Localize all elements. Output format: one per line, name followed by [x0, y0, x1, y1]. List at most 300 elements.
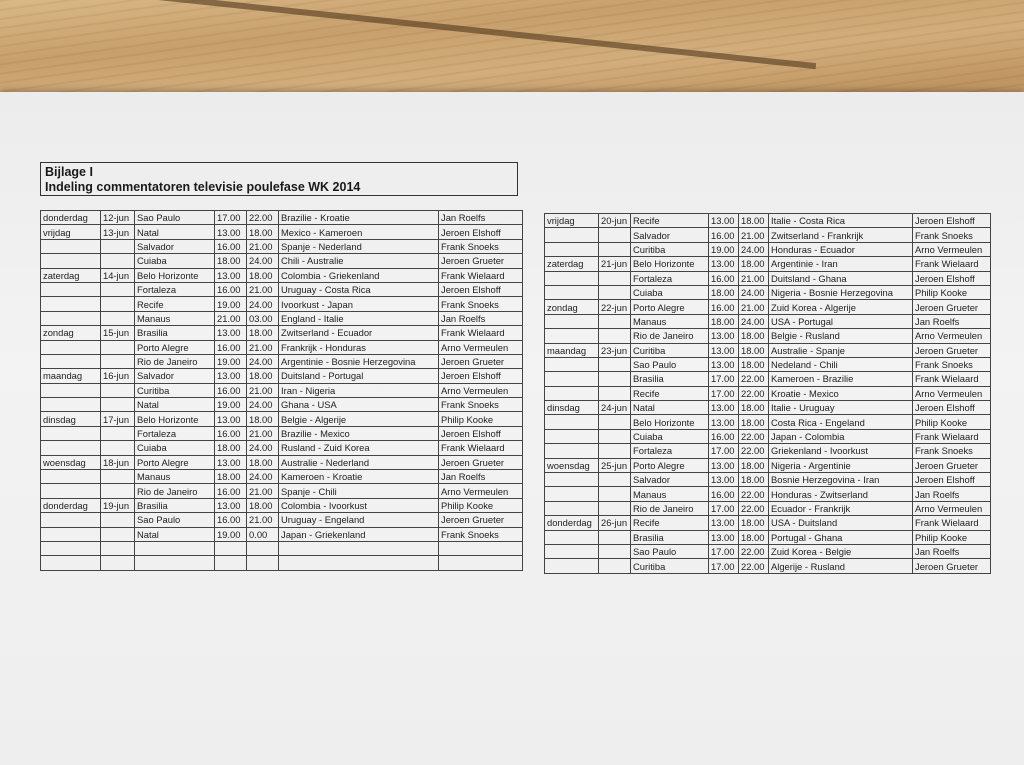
- cell-city: Salvador: [135, 369, 215, 383]
- cell-match: Iran - Nigeria: [279, 383, 439, 397]
- cell-commentator: Arno Vermeulen: [439, 484, 523, 498]
- cell-commentator: Jeroen Elshoff: [439, 225, 523, 239]
- cell-end-time: 22.00: [739, 544, 769, 558]
- table-row: [545, 516, 991, 530]
- cell-commentator: Philip Kooke: [439, 498, 523, 512]
- cell-date: [101, 297, 135, 311]
- cell-day: [41, 484, 101, 498]
- cell-day: zaterdag: [545, 257, 599, 271]
- table-row: [41, 398, 523, 412]
- cell-match: Kameroen - Brazilie: [769, 372, 913, 386]
- cell-day: zondag: [545, 300, 599, 314]
- cell-city: Manaus: [135, 470, 215, 484]
- cell-date: [101, 354, 135, 368]
- cell-city: Fortaleza: [631, 271, 709, 285]
- cell-city: Brasilia: [631, 530, 709, 544]
- cell-date: [599, 228, 631, 242]
- cell-city: Sao Paulo: [135, 211, 215, 225]
- cell-match: Japan - Colombia: [769, 429, 913, 443]
- cell-commentator: Frank Snoeks: [439, 527, 523, 541]
- cell-day: [545, 271, 599, 285]
- cell-city: Brasilia: [135, 326, 215, 340]
- cell-start-time: 13.00: [215, 268, 247, 282]
- cell-match: Zuid Korea - Belgie: [769, 544, 913, 558]
- cell-city: Curitiba: [135, 383, 215, 397]
- cell-date: [599, 386, 631, 400]
- cell-city: Recife: [631, 516, 709, 530]
- cell-date: 14-jun: [101, 268, 135, 282]
- cell-start-time: 13.00: [709, 329, 739, 343]
- cell-start-time: [215, 541, 247, 555]
- paper-sheet: [0, 92, 1024, 765]
- cell-date: [101, 513, 135, 527]
- cell-commentator: Jeroen Grueter: [913, 343, 991, 357]
- cell-end-time: 21.00: [739, 271, 769, 285]
- cell-day: [41, 383, 101, 397]
- cell-start-time: 18.00: [215, 441, 247, 455]
- cell-city: Belo Horizonte: [135, 412, 215, 426]
- cell-end-time: 18.00: [739, 257, 769, 271]
- table-row: [41, 268, 523, 282]
- cell-city: Belo Horizonte: [631, 415, 709, 429]
- cell-match: Portugal - Ghana: [769, 530, 913, 544]
- cell-end-time: 18.00: [739, 516, 769, 530]
- cell-match: Kameroen - Kroatie: [279, 470, 439, 484]
- cell-date: [101, 282, 135, 296]
- cell-day: [41, 311, 101, 325]
- cell-end-time: 21.00: [247, 383, 279, 397]
- cell-day: donderdag: [41, 498, 101, 512]
- cell-start-time: 13.00: [215, 369, 247, 383]
- cell-end-time: 21.00: [247, 282, 279, 296]
- table-row: [545, 214, 991, 228]
- cell-start-time: 13.00: [215, 326, 247, 340]
- cell-end-time: 18.00: [739, 415, 769, 429]
- cell-city: Sao Paulo: [631, 544, 709, 558]
- cell-commentator: Frank Wielaard: [913, 372, 991, 386]
- cell-city: Curitiba: [631, 242, 709, 256]
- cell-day: vrijdag: [545, 214, 599, 228]
- cell-city: Salvador: [135, 239, 215, 253]
- cell-commentator: Philip Kooke: [913, 530, 991, 544]
- cell-day: dinsdag: [545, 401, 599, 415]
- cell-end-time: 21.00: [247, 340, 279, 354]
- cell-commentator: Arno Vermeulen: [439, 383, 523, 397]
- cell-day: [545, 544, 599, 558]
- cell-end-time: 18.00: [247, 412, 279, 426]
- cell-city: Rio de Janeiro: [631, 329, 709, 343]
- table-row: [545, 271, 991, 285]
- cell-date: [101, 556, 135, 570]
- cell-day: donderdag: [545, 516, 599, 530]
- cell-date: [599, 501, 631, 515]
- cell-day: [41, 354, 101, 368]
- cell-match: Rusland - Zuid Korea: [279, 441, 439, 455]
- cell-end-time: 21.00: [247, 426, 279, 440]
- cell-match: Griekenland - Ivoorkust: [769, 444, 913, 458]
- cell-start-time: 13.00: [709, 516, 739, 530]
- cell-match: Duitsland - Ghana: [769, 271, 913, 285]
- cell-start-time: 13.00: [709, 214, 739, 228]
- cell-end-time: 24.00: [247, 297, 279, 311]
- cell-city: Cuiaba: [135, 441, 215, 455]
- cell-commentator: Jeroen Grueter: [439, 354, 523, 368]
- cell-match: Argentinie - Bosnie Herzegovina: [279, 354, 439, 368]
- cell-commentator: Jeroen Elshoff: [439, 282, 523, 296]
- cell-date: [101, 340, 135, 354]
- cell-start-time: 19.00: [215, 354, 247, 368]
- cell-city: Curitiba: [631, 559, 709, 573]
- cell-start-time: 16.00: [215, 484, 247, 498]
- cell-commentator: [439, 556, 523, 570]
- cell-day: [41, 282, 101, 296]
- cell-city: Natal: [135, 225, 215, 239]
- cell-end-time: 18.00: [739, 329, 769, 343]
- cell-match: Ecuador - Frankrijk: [769, 501, 913, 515]
- cell-match: Australie - Spanje: [769, 343, 913, 357]
- table-row: [41, 484, 523, 498]
- cell-day: [545, 487, 599, 501]
- cell-start-time: 18.00: [215, 470, 247, 484]
- cell-match: Chili - Australie: [279, 254, 439, 268]
- cell-end-time: 18.00: [739, 357, 769, 371]
- cell-start-time: 16.00: [215, 239, 247, 253]
- cell-match: Bosnie Herzegovina - Iran: [769, 473, 913, 487]
- cell-commentator: Jeroen Grueter: [439, 254, 523, 268]
- cell-start-time: 17.00: [709, 544, 739, 558]
- cell-day: [41, 556, 101, 570]
- table-row: [41, 383, 523, 397]
- cell-commentator: Arno Vermeulen: [913, 501, 991, 515]
- cell-start-time: 19.00: [709, 242, 739, 256]
- cell-commentator: Arno Vermeulen: [439, 340, 523, 354]
- cell-commentator: Jeroen Grueter: [913, 300, 991, 314]
- cell-date: [101, 484, 135, 498]
- cell-date: [599, 329, 631, 343]
- cell-city: Porto Alegre: [631, 300, 709, 314]
- table-row: [41, 282, 523, 296]
- cell-match: Colombia - Griekenland: [279, 268, 439, 282]
- table-row: [545, 386, 991, 400]
- cell-city: Manaus: [631, 314, 709, 328]
- cell-commentator: Jeroen Elshoff: [439, 369, 523, 383]
- cell-start-time: 19.00: [215, 527, 247, 541]
- cell-end-time: 18.00: [739, 214, 769, 228]
- cell-date: [599, 444, 631, 458]
- cell-start-time: 13.00: [215, 412, 247, 426]
- cell-start-time: 17.00: [709, 386, 739, 400]
- cell-date: 26-jun: [599, 516, 631, 530]
- cell-commentator: Frank Wielaard: [439, 441, 523, 455]
- cell-start-time: 17.00: [709, 444, 739, 458]
- cell-match: Spanje - Nederland: [279, 239, 439, 253]
- table-row: [41, 441, 523, 455]
- cell-day: maandag: [545, 343, 599, 357]
- table-row: [41, 412, 523, 426]
- cell-commentator: Frank Wielaard: [913, 429, 991, 443]
- cell-match: Uruguay - Costa Rica: [279, 282, 439, 296]
- cell-commentator: [439, 541, 523, 555]
- cell-commentator: Jan Roelfs: [913, 487, 991, 501]
- cell-city: Salvador: [631, 473, 709, 487]
- cell-commentator: Arno Vermeulen: [913, 329, 991, 343]
- cell-day: [545, 228, 599, 242]
- table-row: [41, 527, 523, 541]
- cell-match: Frankrijk - Honduras: [279, 340, 439, 354]
- cell-commentator: Jeroen Grueter: [439, 455, 523, 469]
- table-row: [41, 239, 523, 253]
- cell-start-time: 16.00: [709, 429, 739, 443]
- cell-end-time: 22.00: [739, 501, 769, 515]
- cell-match: Uruguay - Engeland: [279, 513, 439, 527]
- table-row: [545, 329, 991, 343]
- cell-city: Brasilia: [135, 498, 215, 512]
- cell-day: [545, 314, 599, 328]
- cell-start-time: 16.00: [709, 487, 739, 501]
- table-row: [545, 228, 991, 242]
- cell-end-time: [247, 556, 279, 570]
- table-row: [545, 257, 991, 271]
- cell-day: zaterdag: [41, 268, 101, 282]
- cell-start-time: 16.00: [215, 383, 247, 397]
- cell-city: Sao Paulo: [135, 513, 215, 527]
- cell-city: Cuiaba: [631, 429, 709, 443]
- table-row: [545, 501, 991, 515]
- cell-end-time: [247, 541, 279, 555]
- cell-end-time: 18.00: [739, 343, 769, 357]
- cell-day: [545, 357, 599, 371]
- table-row: [41, 498, 523, 512]
- cell-match: England - Italie: [279, 311, 439, 325]
- cell-match: [279, 556, 439, 570]
- cell-date: [599, 473, 631, 487]
- table-row: [545, 242, 991, 256]
- table-row: [545, 544, 991, 558]
- cell-end-time: 24.00: [247, 354, 279, 368]
- cell-date: 13-jun: [101, 225, 135, 239]
- cell-match: Colombia - Ivoorkust: [279, 498, 439, 512]
- cell-start-time: 19.00: [215, 398, 247, 412]
- cell-day: dinsdag: [41, 412, 101, 426]
- cell-commentator: Frank Snoeks: [439, 239, 523, 253]
- cell-city: Recife: [631, 386, 709, 400]
- cell-date: 21-jun: [599, 257, 631, 271]
- table-row: [41, 455, 523, 469]
- cell-commentator: Frank Wielaard: [913, 257, 991, 271]
- cell-commentator: Jan Roelfs: [439, 311, 523, 325]
- cell-match: Mexico - Kameroen: [279, 225, 439, 239]
- cell-day: vrijdag: [41, 225, 101, 239]
- cell-start-time: 17.00: [709, 372, 739, 386]
- cell-city: Salvador: [631, 228, 709, 242]
- cell-match: Argentinie - Iran: [769, 257, 913, 271]
- cell-city: Fortaleza: [631, 444, 709, 458]
- cell-day: [545, 285, 599, 299]
- cell-city: Rio de Janeiro: [135, 484, 215, 498]
- cell-date: [599, 544, 631, 558]
- cell-commentator: Jeroen Elshoff: [913, 473, 991, 487]
- cell-date: 12-jun: [101, 211, 135, 225]
- cell-start-time: 21.00: [215, 311, 247, 325]
- cell-city: Recife: [135, 297, 215, 311]
- cell-city: Rio de Janeiro: [135, 354, 215, 368]
- cell-match: USA - Portugal: [769, 314, 913, 328]
- cell-end-time: 24.00: [739, 285, 769, 299]
- cell-end-time: 24.00: [247, 470, 279, 484]
- table-row: [41, 211, 523, 225]
- cell-end-time: 18.00: [247, 498, 279, 512]
- cell-start-time: 13.00: [709, 458, 739, 472]
- cell-end-time: 18.00: [739, 530, 769, 544]
- cell-start-time: 13.00: [709, 473, 739, 487]
- cell-match: Nigeria - Bosnie Herzegovina: [769, 285, 913, 299]
- cell-start-time: 17.00: [709, 501, 739, 515]
- cell-day: woensdag: [545, 458, 599, 472]
- cell-commentator: Jeroen Grueter: [913, 559, 991, 573]
- cell-date: 17-jun: [101, 412, 135, 426]
- cell-end-time: 18.00: [247, 326, 279, 340]
- cell-start-time: 13.00: [709, 401, 739, 415]
- cell-commentator: Frank Snoeks: [913, 228, 991, 242]
- cell-date: [101, 254, 135, 268]
- cell-end-time: 18.00: [739, 473, 769, 487]
- cell-commentator: Jeroen Elshoff: [439, 426, 523, 440]
- cell-end-time: 21.00: [247, 484, 279, 498]
- cell-day: [41, 541, 101, 555]
- schedule-table-right: [544, 213, 991, 574]
- cell-city: Brasilia: [631, 372, 709, 386]
- cell-start-time: 16.00: [709, 300, 739, 314]
- table-row: [545, 372, 991, 386]
- cell-day: [545, 242, 599, 256]
- table-row: [41, 369, 523, 383]
- cell-date: [599, 357, 631, 371]
- cell-date: [599, 242, 631, 256]
- cell-city: Porto Alegre: [631, 458, 709, 472]
- cell-end-time: 0.00: [247, 527, 279, 541]
- table-row: [545, 343, 991, 357]
- cell-start-time: 13.00: [215, 225, 247, 239]
- cell-match: Ivoorkust - Japan: [279, 297, 439, 311]
- cell-end-time: 21.00: [247, 513, 279, 527]
- table-row: [545, 357, 991, 371]
- cell-city: Porto Alegre: [135, 340, 215, 354]
- cell-end-time: 22.00: [739, 429, 769, 443]
- document-title-line1: Bijlage I: [45, 165, 93, 179]
- cell-match: Kroatie - Mexico: [769, 386, 913, 400]
- cell-date: [101, 470, 135, 484]
- schedule-table-left: [40, 210, 523, 571]
- cell-end-time: 24.00: [739, 242, 769, 256]
- cell-day: [41, 527, 101, 541]
- cell-commentator: Jan Roelfs: [439, 211, 523, 225]
- cell-date: [101, 239, 135, 253]
- cell-day: [41, 470, 101, 484]
- cell-end-time: 21.00: [247, 239, 279, 253]
- cell-match: Zuid Korea - Algerije: [769, 300, 913, 314]
- table-row: [545, 444, 991, 458]
- cell-end-time: 18.00: [247, 225, 279, 239]
- cell-date: [599, 285, 631, 299]
- table-row: [545, 473, 991, 487]
- cell-commentator: Frank Snoeks: [439, 398, 523, 412]
- cell-match: Nigeria - Argentinie: [769, 458, 913, 472]
- cell-end-time: 24.00: [247, 441, 279, 455]
- cell-day: [41, 297, 101, 311]
- cell-date: 20-jun: [599, 214, 631, 228]
- cell-start-time: 13.00: [709, 343, 739, 357]
- cell-commentator: Jeroen Elshoff: [913, 214, 991, 228]
- cell-day: [545, 429, 599, 443]
- cell-match: Australie - Nederland: [279, 455, 439, 469]
- cell-day: [545, 372, 599, 386]
- cell-day: [545, 473, 599, 487]
- cell-commentator: Frank Snoeks: [913, 444, 991, 458]
- cell-day: donderdag: [41, 211, 101, 225]
- cell-end-time: 22.00: [247, 211, 279, 225]
- cell-city: Manaus: [135, 311, 215, 325]
- cell-day: [41, 398, 101, 412]
- cell-match: Costa Rica - Engeland: [769, 415, 913, 429]
- cell-commentator: Philip Kooke: [913, 285, 991, 299]
- cell-match: Brazilie - Kroatie: [279, 211, 439, 225]
- cell-day: [41, 340, 101, 354]
- cell-start-time: 13.00: [709, 415, 739, 429]
- cell-day: [41, 254, 101, 268]
- cell-date: 24-jun: [599, 401, 631, 415]
- document-title-line2: Indeling commentatoren televisie poulefase WK 2014: [45, 180, 361, 194]
- cell-end-time: 21.00: [739, 300, 769, 314]
- cell-day: [41, 426, 101, 440]
- cell-match: USA - Duitsland: [769, 516, 913, 530]
- cell-start-time: 13.00: [215, 498, 247, 512]
- cell-city: Curitiba: [631, 343, 709, 357]
- cell-day: [545, 444, 599, 458]
- cell-match: Belgie - Algerije: [279, 412, 439, 426]
- cell-match: Belgie - Rusland: [769, 329, 913, 343]
- table-row: [545, 314, 991, 328]
- cell-day: zondag: [41, 326, 101, 340]
- cell-commentator: Jeroen Grueter: [439, 513, 523, 527]
- cell-end-time: 24.00: [247, 254, 279, 268]
- cell-date: [101, 527, 135, 541]
- cell-date: [599, 415, 631, 429]
- cell-start-time: 16.00: [215, 426, 247, 440]
- cell-match: Honduras - Zwitserland: [769, 487, 913, 501]
- cell-commentator: Jan Roelfs: [913, 544, 991, 558]
- cell-date: [599, 271, 631, 285]
- cell-day: [41, 239, 101, 253]
- cell-end-time: 22.00: [739, 386, 769, 400]
- cell-date: [599, 530, 631, 544]
- cell-city: Belo Horizonte: [631, 257, 709, 271]
- table-row: [545, 300, 991, 314]
- cell-start-time: 16.00: [215, 340, 247, 354]
- table-row: [41, 297, 523, 311]
- cell-end-time: 22.00: [739, 487, 769, 501]
- cell-start-time: 16.00: [709, 271, 739, 285]
- cell-date: [599, 559, 631, 573]
- table-row: [41, 513, 523, 527]
- table-row: [41, 326, 523, 340]
- cell-city: Natal: [631, 401, 709, 415]
- cell-city: Manaus: [631, 487, 709, 501]
- cell-date: [101, 426, 135, 440]
- cell-match: Italie - Uruguay: [769, 401, 913, 415]
- cell-start-time: 17.00: [215, 211, 247, 225]
- cell-match: Honduras - Ecuador: [769, 242, 913, 256]
- cell-end-time: 24.00: [739, 314, 769, 328]
